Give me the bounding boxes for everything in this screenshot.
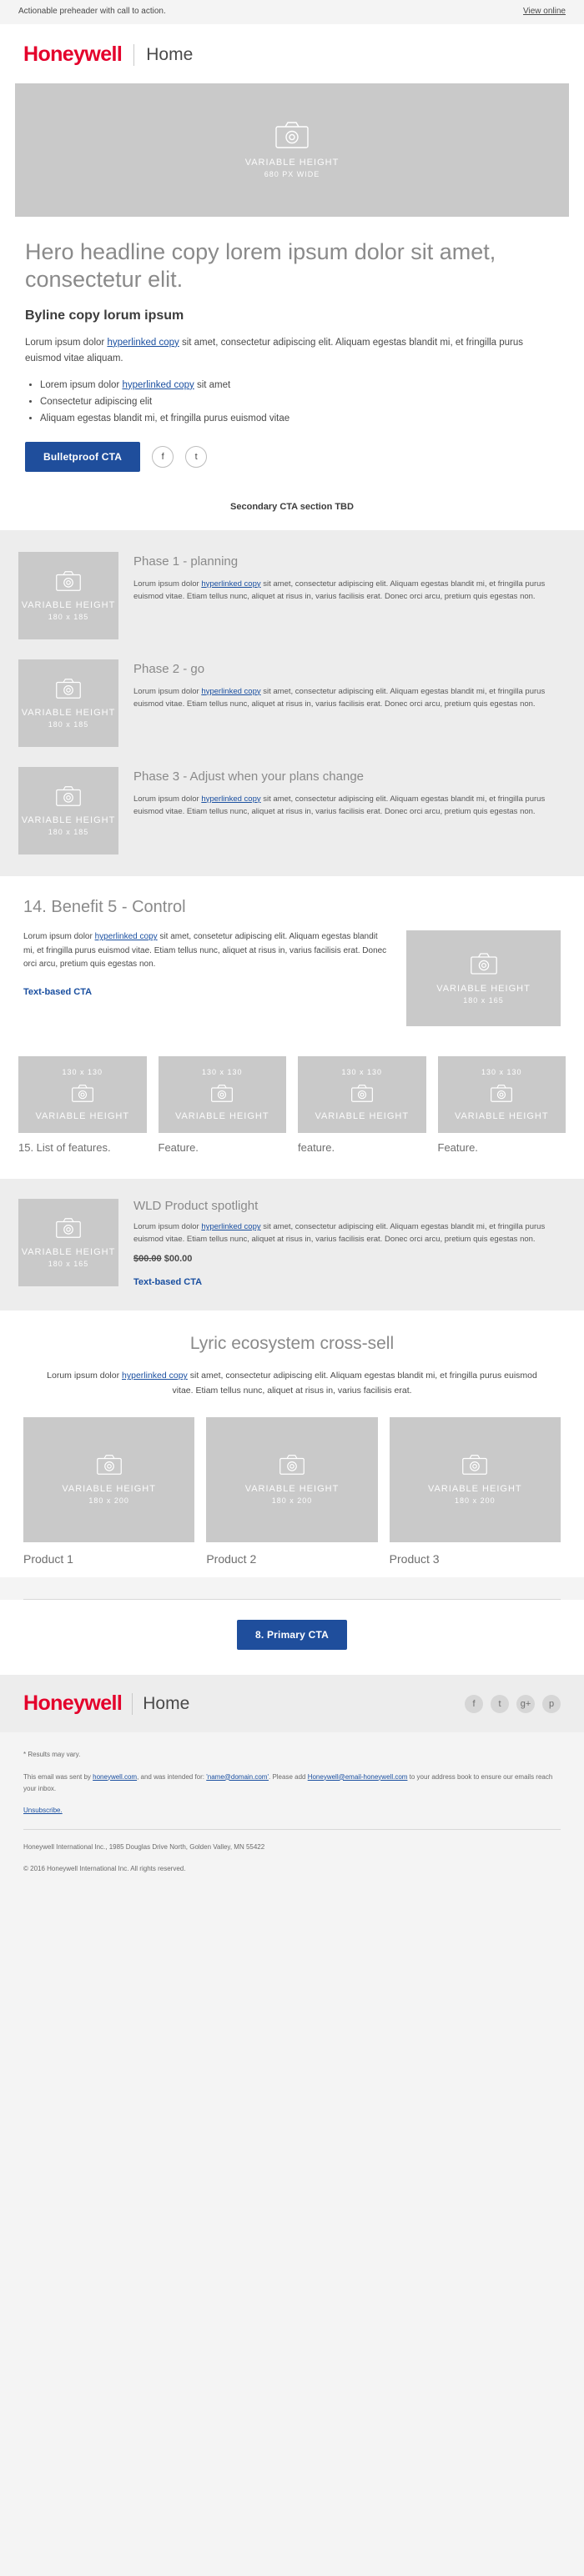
sender-email-link[interactable]: Honeywell@email-honeywell.com [307, 1772, 408, 1781]
spotlight-text [133, 1199, 566, 1289]
product-2-image-size: 180 x 200 [271, 1496, 313, 1506]
product-1-label: Product 1 [23, 1552, 73, 1566]
hero-image-label: VARIABLE HEIGHT [244, 158, 340, 168]
feature-4-image [438, 1056, 566, 1133]
spotlight-image-label: VARIABLE HEIGHT [21, 1246, 116, 1257]
product-spotlight-section [0, 1179, 584, 1311]
benefit-text [23, 930, 388, 999]
hero-paragraph-link[interactable]: hyperlinked copy [107, 337, 179, 348]
unsubscribe-link[interactable]: Unsubscribe. [23, 1807, 63, 1815]
features-section [0, 1048, 584, 1179]
product-item-1 [23, 1417, 194, 1566]
primary-cta-row [0, 1600, 584, 1675]
bullet-pre: Consectetur adipiscing elit [40, 396, 153, 407]
footer-title: Home [143, 1693, 190, 1713]
phase-item-1 [18, 552, 566, 639]
phase-1-title: Phase 1 - planning [133, 554, 239, 569]
camera-icon [56, 1218, 81, 1242]
product-2-image [206, 1417, 377, 1542]
hero-image-placeholder [15, 83, 569, 217]
cross-sell-section [0, 1311, 584, 1577]
view-online-link[interactable]: View online [523, 7, 566, 16]
camera-icon [351, 1085, 373, 1106]
camera-icon [462, 1455, 487, 1479]
spotlight-image [18, 1199, 118, 1286]
hero-paragraph-pre: Lorum ipsum dolor [25, 337, 108, 348]
hero-cta-row [25, 442, 559, 472]
cross-sell-title: Lyric ecosystem cross-sell [189, 1334, 395, 1354]
pinterest-icon[interactable]: p [542, 1695, 561, 1713]
preheader-text: Actionable preheader with call to action. [18, 7, 166, 16]
camera-icon [471, 953, 497, 979]
results-disclaimer: * Results may vary. [23, 1751, 81, 1759]
feature-4-size: 130 x 130 [481, 1068, 522, 1077]
benefit-text-cta[interactable]: Text-based CTA [23, 986, 93, 997]
hero-image-wrap [0, 83, 584, 217]
camera-icon [56, 571, 81, 595]
benefit-columns [23, 930, 561, 1026]
price-row [133, 1254, 566, 1264]
phase-3-body [133, 793, 566, 818]
product-2-label: Product 2 [206, 1552, 257, 1566]
product-1-image-size: 180 x 200 [88, 1496, 129, 1506]
bulletproof-cta-button[interactable]: Bulletproof CTA [25, 442, 140, 472]
cross-sell-body-pre: Lorum ipsum dolor [47, 1371, 123, 1381]
hero-headline: Hero headline copy lorem ipsum dolor sit amet, consectetur elit. [25, 239, 496, 292]
product-3-image-label: VARIABLE HEIGHT [428, 1484, 522, 1495]
logo-divider [133, 44, 134, 66]
phase-2-body-post: sit amet, consectetur adipiscing elit. Aliquam egestas blandit mi, et fringilla purus euismod vitae. Etiam tellus nunc, aliquet at risus in, varius facilisis erat. Donec orci arcu, pretium quis egestas non. [133, 686, 546, 709]
hero-paragraph [25, 335, 559, 367]
cross-sell-body [42, 1369, 542, 1399]
cross-sell-body-post: sit amet, consectetur adipiscing elit. Aliquam egestas blandit mi, et fringilla purus euismod vitae. Etiam tellus nunc, aliquet at risus in, varius facilisis erat. [172, 1371, 537, 1396]
product-row [23, 1417, 561, 1569]
phase-2-body-link[interactable]: hyperlinked copy [201, 686, 261, 696]
legal-divider [23, 1829, 561, 1830]
phase-item-3 [18, 767, 566, 854]
feature-3-image [298, 1056, 426, 1133]
feature-4-image-label: VARIABLE HEIGHT [454, 1111, 549, 1122]
phase-2-text [133, 659, 566, 747]
benefit-title: 14. Benefit 5 - Control [23, 898, 186, 917]
list-item [40, 410, 559, 427]
benefit-image-wrap [406, 930, 561, 1026]
unsubscribe-paragraph [23, 1805, 561, 1817]
sent-by-text [23, 1772, 561, 1796]
camera-icon [72, 1085, 93, 1106]
benefit-body-post: sit amet, consetetur adipiscing elit. Aliquam egestas blandit mi, et fringilla purus euismod vitae. Etiam tellus nunc, aliquet at risus in, varius facilisis erat. Donec orci arcu, pretium quis egestas non. [23, 932, 387, 970]
phase-1-body [133, 578, 566, 603]
twitter-icon[interactable]: t [185, 446, 207, 468]
benefit-body-pre: Lorum ipsum dolor [23, 932, 95, 942]
feature-2-image [159, 1056, 287, 1133]
feature-2-label: Feature. [158, 1141, 199, 1155]
benefit-body [23, 930, 388, 972]
feature-3-size: 130 x 130 [341, 1068, 383, 1077]
bullet-pre: Aliquam egestas blandit mi, et fringilla purus euismod vitae [40, 413, 290, 424]
list-item [40, 393, 559, 410]
phase-2-body [133, 685, 566, 710]
email-footer [0, 1675, 584, 1732]
product-3-image-size: 180 x 200 [455, 1496, 496, 1506]
phase-2-image-size: 180 x 185 [48, 719, 89, 729]
hero-paragraph-post: sit amet, consectetur adipiscing elit. Aliquam egestas blandit mi, et fringilla purus euismod vitae aliquam. [25, 337, 524, 363]
footer-logo-divider [132, 1693, 133, 1715]
benefit-body-link[interactable]: hyperlinked copy [94, 932, 158, 942]
phase-1-image-label: VARIABLE HEIGHT [21, 599, 116, 610]
phase-3-text [133, 767, 566, 854]
feature-3-label: feature. [298, 1141, 335, 1155]
phase-1-text [133, 552, 566, 639]
bullet-pre: Lorem ipsum dolor [40, 379, 123, 390]
phase-1-body-post: sit amet, consectetur adipiscing elit. Aliquam egestas blandit mi, et fringilla purus euismod vitae. Etiam tellus nunc, aliquet at risus in, varius facilisis erat. Donec orci arcu, pretium quis egestas non. [133, 579, 546, 601]
feature-item-4 [438, 1056, 566, 1155]
phase-2-title: Phase 2 - go [133, 662, 205, 677]
footer-honeywell-logo: Honeywell [23, 1691, 123, 1716]
sent-pre: This email was sent by [23, 1772, 93, 1781]
facebook-icon[interactable]: f [152, 446, 174, 468]
benefit-image [406, 930, 561, 1026]
feature-item-1 [18, 1056, 147, 1155]
spotlight-body [133, 1220, 566, 1245]
feature-1-image [18, 1056, 147, 1133]
product-1-image-label: VARIABLE HEIGHT [62, 1484, 156, 1495]
phase-3-body-link[interactable]: hyperlinked copy [201, 794, 261, 804]
phases-section [0, 530, 584, 876]
spotlight-body-pre: Lorum ipsum dolor [133, 1222, 202, 1232]
recipient-email-link[interactable]: 'name@domain.com' [206, 1772, 269, 1781]
benefit-image-label: VARIABLE HEIGHT [436, 983, 531, 994]
sent-post: to your address book to ensure our emails reach your inbox. [23, 1772, 553, 1792]
phase-1-image [18, 552, 118, 639]
phase-2-image-label: VARIABLE HEIGHT [21, 707, 116, 718]
secondary-cta-section: Secondary CTA section TBD [0, 497, 584, 530]
bullet-link[interactable]: hyperlinked copy [122, 379, 194, 390]
sent-mid2: . Please add [269, 1772, 308, 1781]
phase-3-body-post: sit amet, consectetur adipiscing elit. Aliquam egestas blandit mi, et fringilla purus euismod vitae. Etiam tellus nunc, aliquet at risus in, varius facilisis erat. Donec orci arcu, pretium quis egestas non. [133, 794, 546, 816]
facebook-icon[interactable]: f [465, 1695, 483, 1713]
camera-icon [279, 1455, 305, 1479]
phase-3-image-size: 180 x 185 [48, 827, 89, 836]
company-address: Honeywell International Inc., 1985 Douglas Drive North, Golden Valley, MN 55422 [23, 1842, 265, 1851]
phase-3-title: Phase 3 - Adjust when your plans change [133, 769, 365, 784]
benefit-image-size: 180 x 165 [463, 995, 504, 1005]
hero-body [0, 217, 584, 497]
google-plus-icon[interactable]: g+ [516, 1695, 535, 1713]
legal-section [0, 1732, 584, 1908]
spotlight-text-cta[interactable]: Text-based CTA [133, 1277, 203, 1288]
footer-brand [23, 1691, 189, 1716]
feature-1-size: 130 x 130 [62, 1068, 103, 1077]
camera-icon [491, 1085, 512, 1106]
feature-2-size: 130 x 130 [201, 1068, 243, 1077]
phase-3-body-pre: Lorum ipsum dolor [133, 794, 202, 804]
feature-1-image-label: VARIABLE HEIGHT [35, 1111, 130, 1122]
camera-icon [211, 1085, 233, 1106]
product-3-image [390, 1417, 561, 1542]
feature-1-label: 15. List of features. [18, 1141, 111, 1155]
camera-icon [56, 786, 81, 810]
hero-image-size: 680 PX WIDE [264, 170, 320, 178]
bullet-post: sit amet [194, 379, 231, 390]
phase-1-image-size: 180 x 185 [48, 612, 89, 621]
spotlight-body-post: sit amet, consectetur adipiscing elit. Aliquam egestas blandit mi, et fringilla purus euismod vitae. Etiam tellus nunc, aliquet at risus in, varius facilisis erat. Donec orci arcu, pretium quis egestas non. [133, 1222, 546, 1245]
preheader [0, 0, 584, 24]
phase-3-image [18, 767, 118, 854]
spotlight-title: WLD Product spotlight [133, 1199, 259, 1214]
spotlight-image-size: 180 x 165 [48, 1259, 89, 1268]
copyright-text: © 2016 Honeywell International Inc. All rights reserved. [23, 1865, 186, 1873]
product-1-image [23, 1417, 194, 1542]
price-current: $00.00 [164, 1254, 193, 1265]
sent-mid: , and was intended for: [137, 1772, 207, 1781]
phase-1-body-link[interactable]: hyperlinked copy [201, 579, 261, 589]
feature-2-image-label: VARIABLE HEIGHT [174, 1111, 269, 1122]
feature-item-2 [159, 1056, 287, 1155]
feature-4-label: Feature. [437, 1141, 478, 1155]
hero-byline: Byline copy lorum ipsum [25, 308, 184, 323]
list-item [40, 377, 559, 393]
phase-item-2 [18, 659, 566, 747]
product-item-2 [206, 1417, 377, 1566]
footer-social-row [465, 1695, 561, 1713]
camera-icon [56, 679, 81, 703]
twitter-icon[interactable]: t [491, 1695, 509, 1713]
camera-icon [97, 1455, 122, 1479]
honeywell-logo: Honeywell [23, 43, 123, 66]
price-original: $00.00 [133, 1254, 162, 1265]
honeywell-com-link[interactable]: honeywell.com [93, 1772, 138, 1781]
phase-1-body-pre: Lorum ipsum dolor [133, 579, 202, 589]
email-header [0, 24, 584, 83]
phase-2-image [18, 659, 118, 747]
product-3-label: Product 3 [389, 1552, 440, 1566]
feature-3-image-label: VARIABLE HEIGHT [315, 1111, 410, 1122]
benefit-section [0, 876, 584, 1048]
feature-item-3 [298, 1056, 426, 1155]
product-2-image-label: VARIABLE HEIGHT [244, 1484, 340, 1495]
spotlight-body-link[interactable]: hyperlinked copy [201, 1222, 261, 1232]
hero-bullet-list [25, 377, 559, 427]
phase-2-body-pre: Lorum ipsum dolor [133, 686, 202, 696]
cross-sell-body-link[interactable]: hyperlinked copy [122, 1371, 188, 1381]
camera-icon [275, 122, 309, 153]
product-item-3 [390, 1417, 561, 1566]
header-title: Home [146, 44, 194, 64]
primary-cta-button[interactable]: 8. Primary CTA [237, 1620, 347, 1650]
features-row [18, 1056, 566, 1155]
phase-3-image-label: VARIABLE HEIGHT [21, 814, 116, 825]
